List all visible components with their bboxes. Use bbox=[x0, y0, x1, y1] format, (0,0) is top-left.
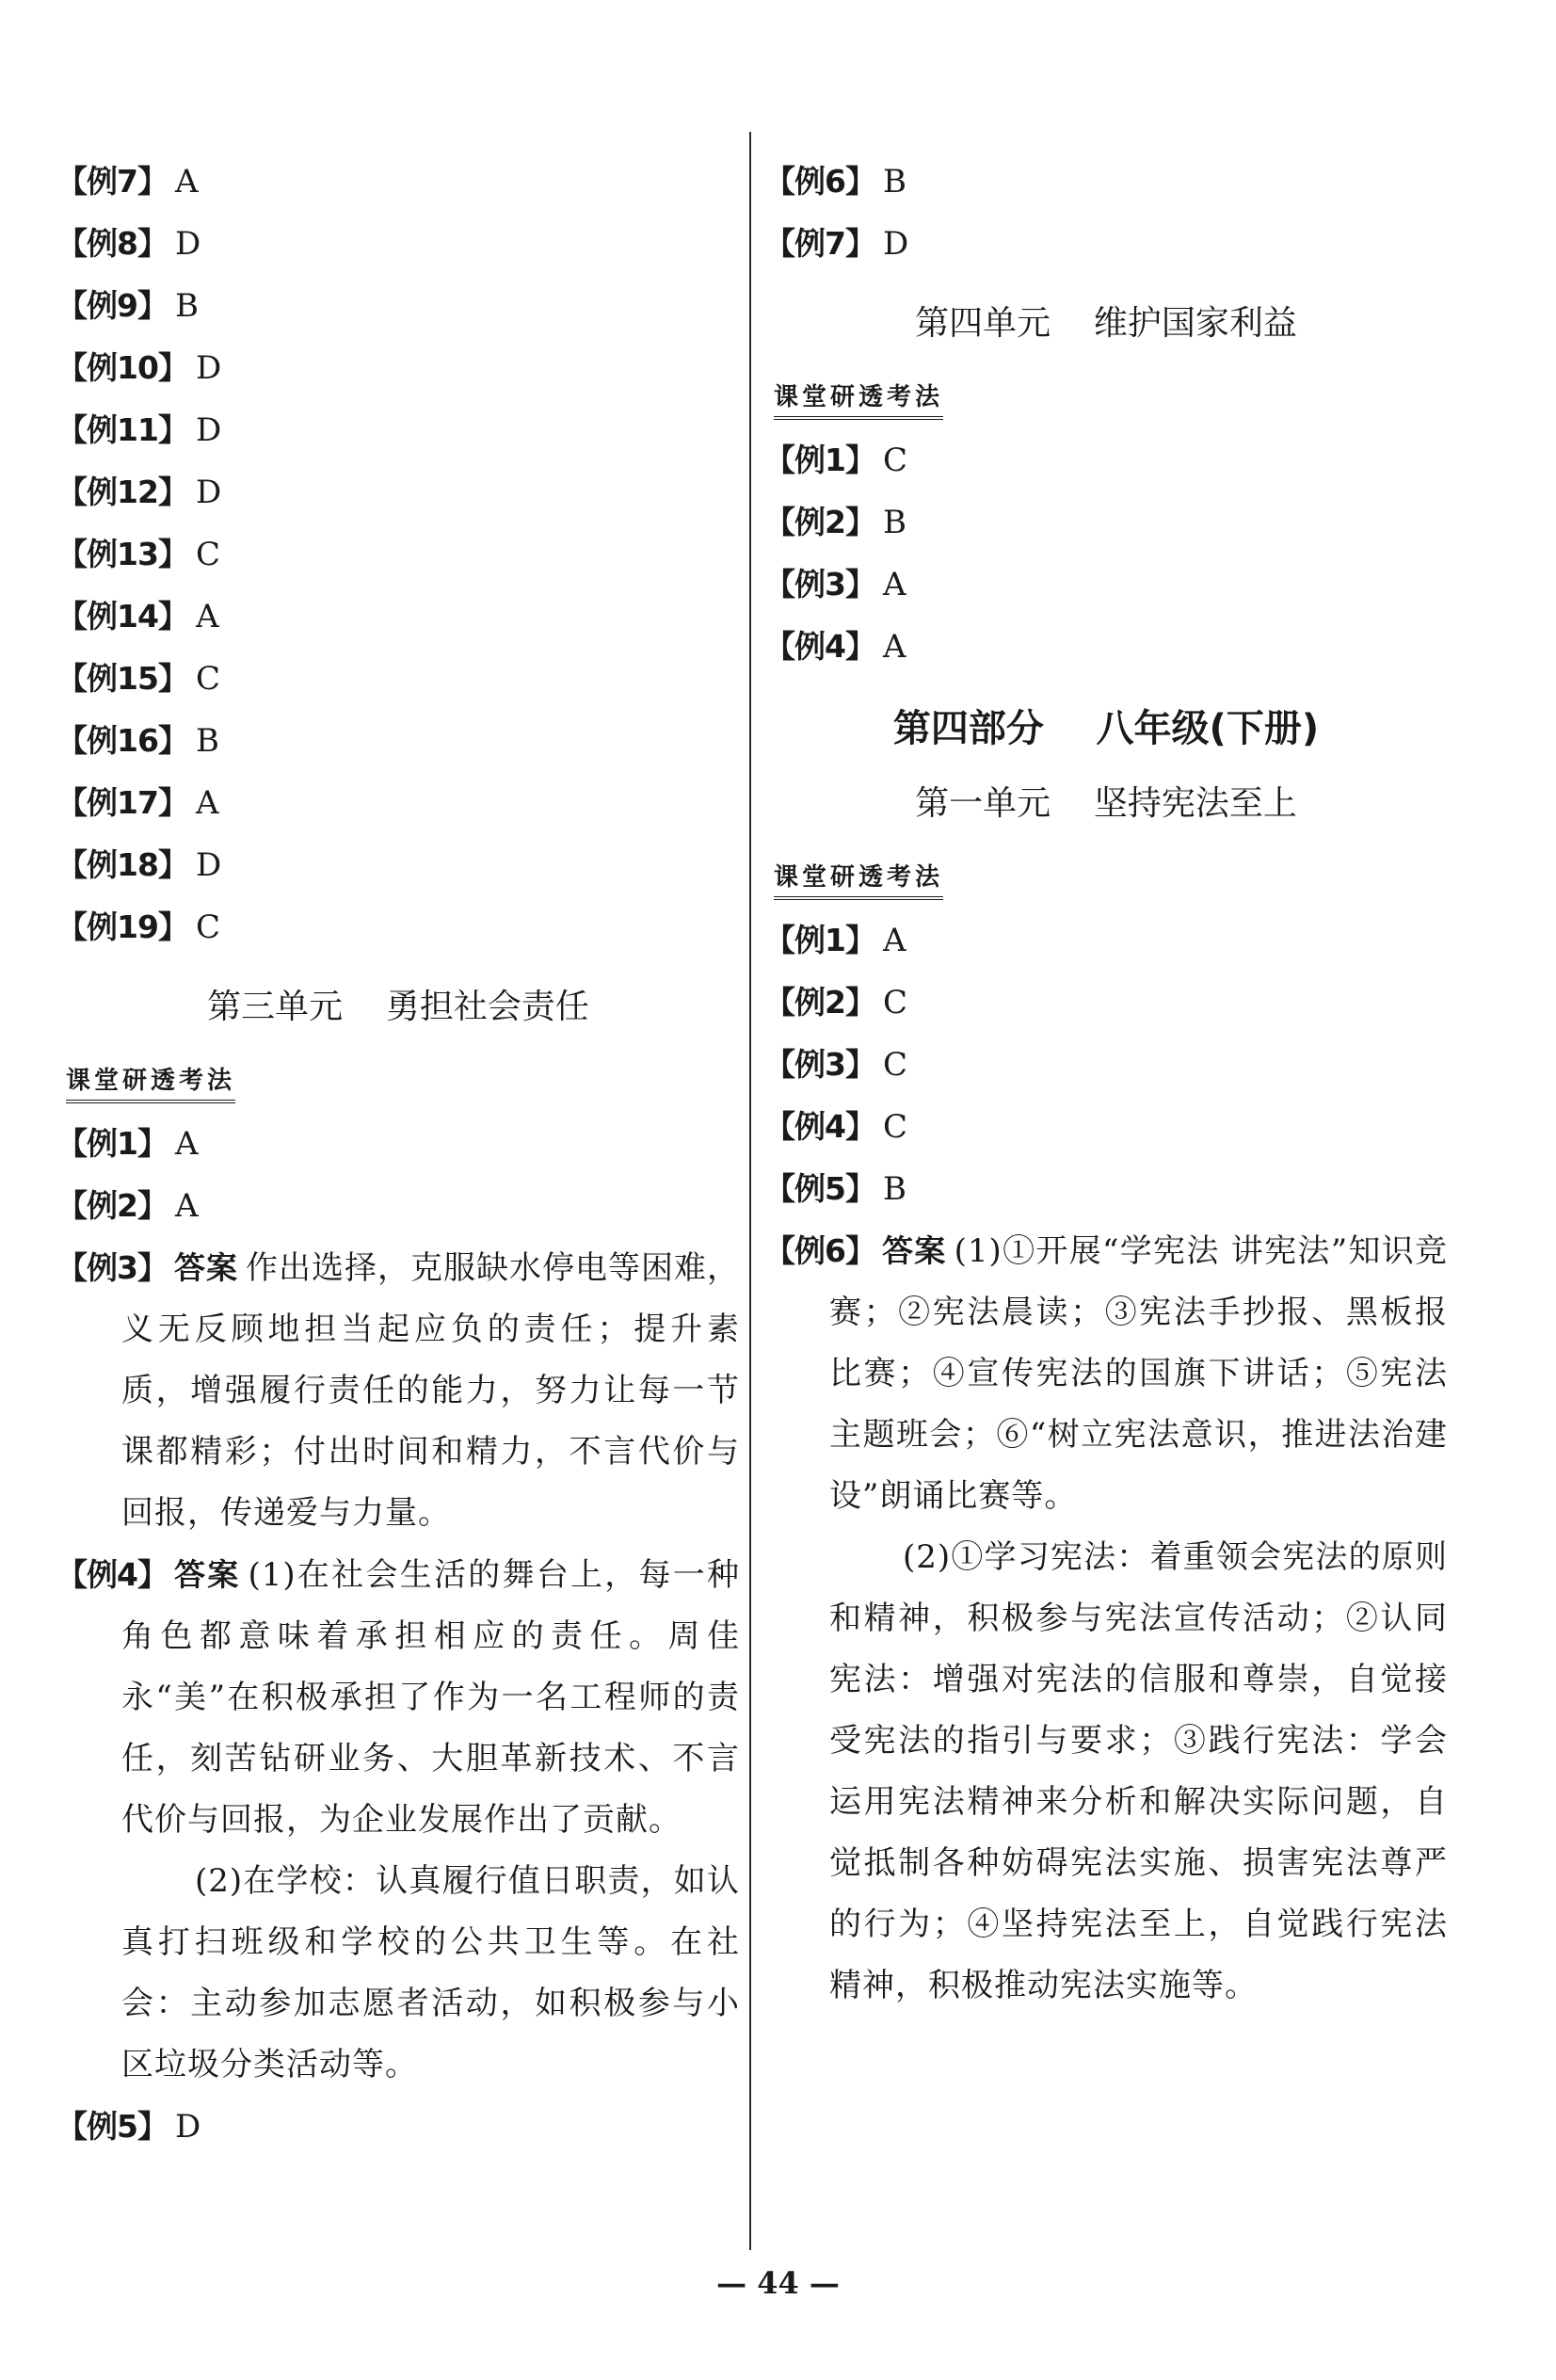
example-6-answer: 【例6】 答案 (1)①开展“学宪法 讲宪法”知识竞赛；②宪法晨读；③宪法手抄报、黑板报比赛；④宣传宪法的国旗下讲话；⑤宪法主题班会；⑥“树立宪法意识，推进法治建设”朗诵比赛等。 bbox=[764, 1232, 1449, 1515]
example-row: 【例4】 C bbox=[764, 1108, 907, 1146]
part-title: 第四部分 八年级(下册) bbox=[892, 707, 1320, 750]
right-column bbox=[764, 151, 1448, 2017]
example-row: 【例19】 C bbox=[56, 909, 220, 946]
example-row: 【例2】 C bbox=[764, 984, 907, 1021]
example-row: 【例1】 A bbox=[56, 1125, 199, 1163]
answer-label: 答案 bbox=[882, 1232, 947, 1269]
page-number: — 44 — bbox=[716, 2265, 840, 2301]
example-row: 【例14】 A bbox=[56, 598, 219, 635]
example-row: 【例5】 B bbox=[764, 1170, 906, 1208]
example-4-answer: 【例4】 答案 (1)在社会生活的舞台上，每一种角色都意味着承担相应的责任。周佳永“美”在积极承担了作为一名工程师的责任，刻苦钻研业务、大胆革新技术、不言代价与回报，为企业发展作出了贡献。 bbox=[56, 1556, 740, 1839]
example-row: 【例11】 D bbox=[56, 411, 222, 449]
example-row: 【例1】 A bbox=[764, 922, 906, 959]
example-row: 【例17】 A bbox=[56, 784, 219, 822]
example-row: 【例3】 C bbox=[764, 1046, 907, 1084]
subsection-heading: 课堂研透考法 bbox=[774, 860, 943, 900]
example-row: 【例7】 D bbox=[764, 225, 909, 263]
subsection-wrapper bbox=[56, 1064, 740, 1103]
subsection-heading: 课堂研透考法 bbox=[66, 1064, 235, 1103]
example-row: 【例7】 A bbox=[56, 163, 199, 201]
answer-label: 答案 bbox=[174, 1249, 238, 1286]
example-row: 【例2】 A bbox=[56, 1187, 199, 1225]
column-divider bbox=[749, 132, 751, 2250]
example-6-part2: (2)①学习宪法：着重领会宪法的原则和精神，积极参与宪法宣传活动；②认同宪法：增强对宪法的信服和尊崇，自觉接受宪法的指引与要求；③践行宪法：学会运用宪法精神来分析和解决实际问题，自觉抵制各种妨碍宪法实施、损害宪法尊严的行为；④坚持宪法至上，自觉践行宪法精神，积极推动宪法实施等。 bbox=[829, 1538, 1448, 2004]
example-row: 【例1】 C bbox=[764, 442, 907, 479]
example-row: 【例2】 B bbox=[764, 504, 906, 541]
example-row: 【例5】 D bbox=[56, 2108, 201, 2146]
example-row: 【例15】 C bbox=[56, 660, 220, 698]
answer-text-part1: (1)①开展“学宪法 讲宪法”知识竞赛；②宪法晨读；③宪法手抄报、黑板报比赛；④宣传宪法的国旗下讲话；⑤宪法主题班会；⑥“树立宪法意识，推进法治建设”朗诵比赛等。 bbox=[829, 1232, 1449, 1515]
example-row: 【例13】 C bbox=[56, 536, 220, 573]
left-column bbox=[56, 151, 740, 2158]
example-row: 【例4】 A bbox=[764, 628, 906, 666]
example-row: 【例8】 D bbox=[56, 225, 201, 263]
example-row: 【例10】 D bbox=[56, 349, 222, 387]
subsection-wrapper bbox=[764, 380, 1448, 420]
example-row: 【例16】 B bbox=[56, 722, 219, 760]
example-row: 【例18】 D bbox=[56, 846, 222, 884]
example-4-part2: (2)在学校：认真履行值日职责，如认真打扫班级和学校的公共卫生等。在社会：主动参加志愿者活动，如积极参与小区垃圾分类活动等。 bbox=[121, 1862, 740, 2083]
answer-text: 作出选择，克服缺水停电等困难，义无反顾地担当起应负的责任；提升素质，增强履行责任的能力，努力让每一节课都精彩；付出时间和精力，不言代价与回报，传递爱与力量。 bbox=[121, 1249, 740, 1532]
answer-text-part1: (1)在社会生活的舞台上，每一种角色都意味着承担相应的责任。周佳永“美”在积极承担了作为一名工程师的责任，刻苦钻研业务、大胆革新技术、不言代价与回报，为企业发展作出了贡献。 bbox=[121, 1556, 740, 1839]
example-3-answer: 【例3】 答案 作出选择，克服缺水停电等困难，义无反顾地担当起应负的责任；提升素质，增强履行责任的能力，努力让每一节课都精彩；付出时间和精力，不言代价与回报，传递爱与力量。 bbox=[56, 1249, 740, 1532]
example-row: 【例6】 B bbox=[764, 163, 906, 201]
subsection-wrapper bbox=[764, 860, 1448, 900]
answer-label: 答案 bbox=[174, 1556, 241, 1593]
example-row: 【例12】 D bbox=[56, 474, 222, 511]
example-list-a bbox=[56, 151, 740, 958]
unit-title-1: 第一单元 坚持宪法至上 bbox=[915, 784, 1297, 823]
example-row: 【例9】 B bbox=[56, 287, 199, 325]
subsection-heading: 课堂研透考法 bbox=[774, 380, 943, 420]
unit-title-3: 第三单元 勇担社会责任 bbox=[207, 988, 589, 1026]
unit-title-4: 第四单元 维护国家利益 bbox=[915, 304, 1297, 343]
example-row: 【例3】 A bbox=[764, 566, 906, 603]
